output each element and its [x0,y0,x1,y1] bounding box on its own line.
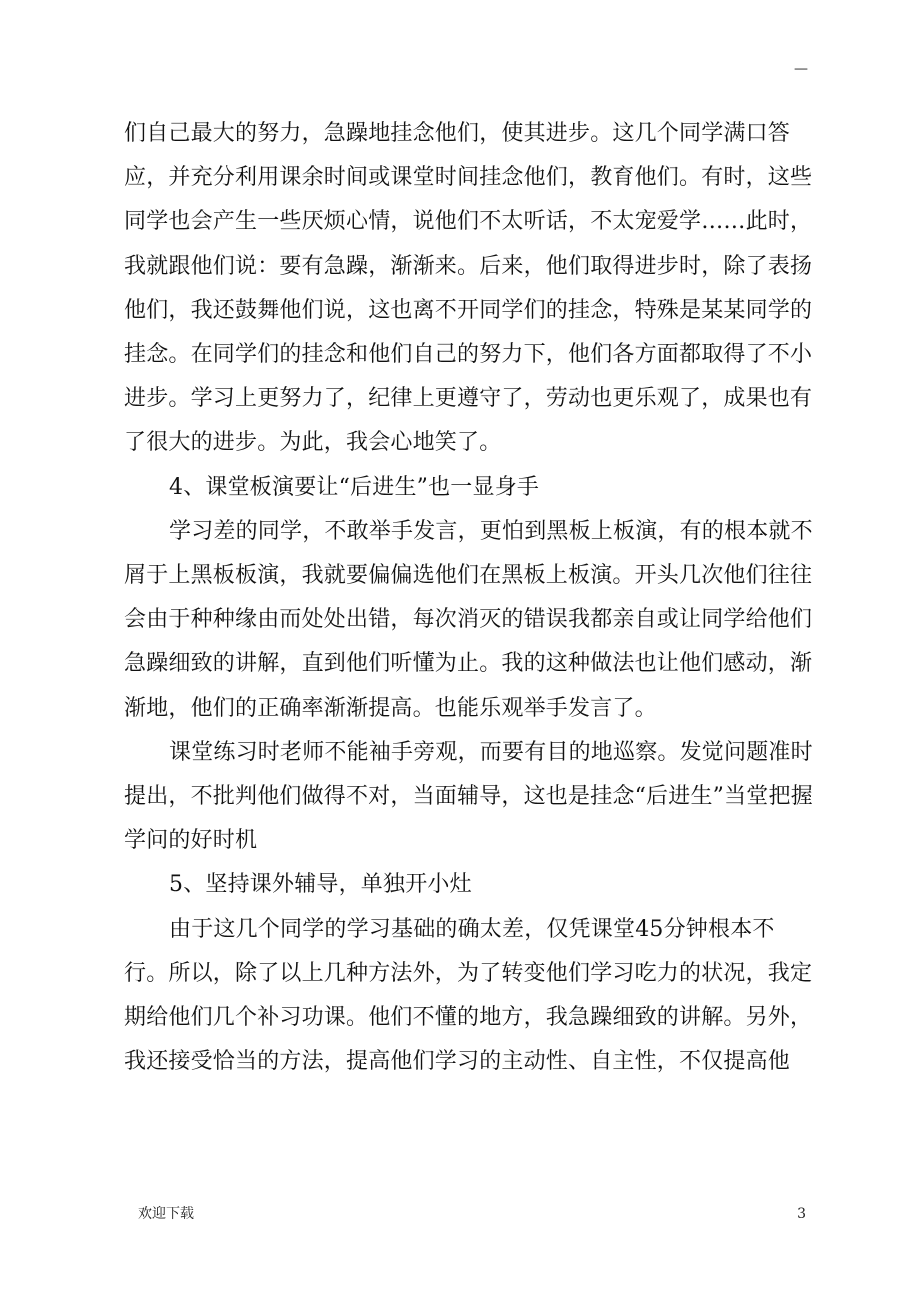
section-heading-4: 4、课堂板演要让“后进生”也一显身手 [169,474,540,500]
paragraph-1: 们自己最大的努力，急躁地挂念他们，使其进步。这几个同学满口答应，并充分利用课余时间或课堂时间挂念他们，教育他们。有时，这些同学也会产生一些厌烦心情，说他们不太听话，不太宠爱学……此时，我就跟他们说：要有急躁，渐渐来。后来，他们取得进步时，除了表扬他们，我还鼓舞他们说，这也离不开同学们的挂念，特殊是某某同学的挂念。在同学们的挂念和他们自己的努力下，他们各方面都取得了不小进步。学习上更努力了，纪律上更遵守了，劳动也更乐观了，成果也有了很大的进步。为此，我会心地笑了。 [124,121,813,456]
footer-download-text: 欢迎下载 [138,1206,194,1222]
document-body [124,112,814,1084]
paragraph-4: 由于这几个同学的学习基础的确太差，仅凭课堂45分钟根本不行。所以，除了以上几种方法外，为了转变他们学习吃力的状况，我定期给他们几个补习功课。他们不懂的地方，我急躁细致的讲解。另外，我还接受恰当的方法，提高他们学习的主动性、自主性，不仅提高他 [124,916,813,1075]
paragraph-2: 学习差的同学，不敢举手发言，更怕到黑板上板演，有的根本就不屑于上黑板板演，我就要偏偏选他们在黑板上板演。开头几次他们往往会由于种种缘由而处处出错，每次消灭的错误我都亲自或让同学给他们急躁细致的讲解，直到他们听懂为止。我的这种做法也让他们感动，渐渐地，他们的正确率渐渐提高。也能乐观举手发言了。 [124,518,813,721]
header-mark: — [794,61,808,77]
page-number: 3 [797,1206,806,1222]
section-heading-5: 5、坚持课外辅导，单独开小灶 [169,872,472,898]
paragraph-3: 课堂练习时老师不能袖手旁观，而要有目的地巡察。发觉问题准时提出，不批判他们做得不对，当面辅导，这也是挂念“后进生”当堂把握学问的好时机 [124,739,813,854]
